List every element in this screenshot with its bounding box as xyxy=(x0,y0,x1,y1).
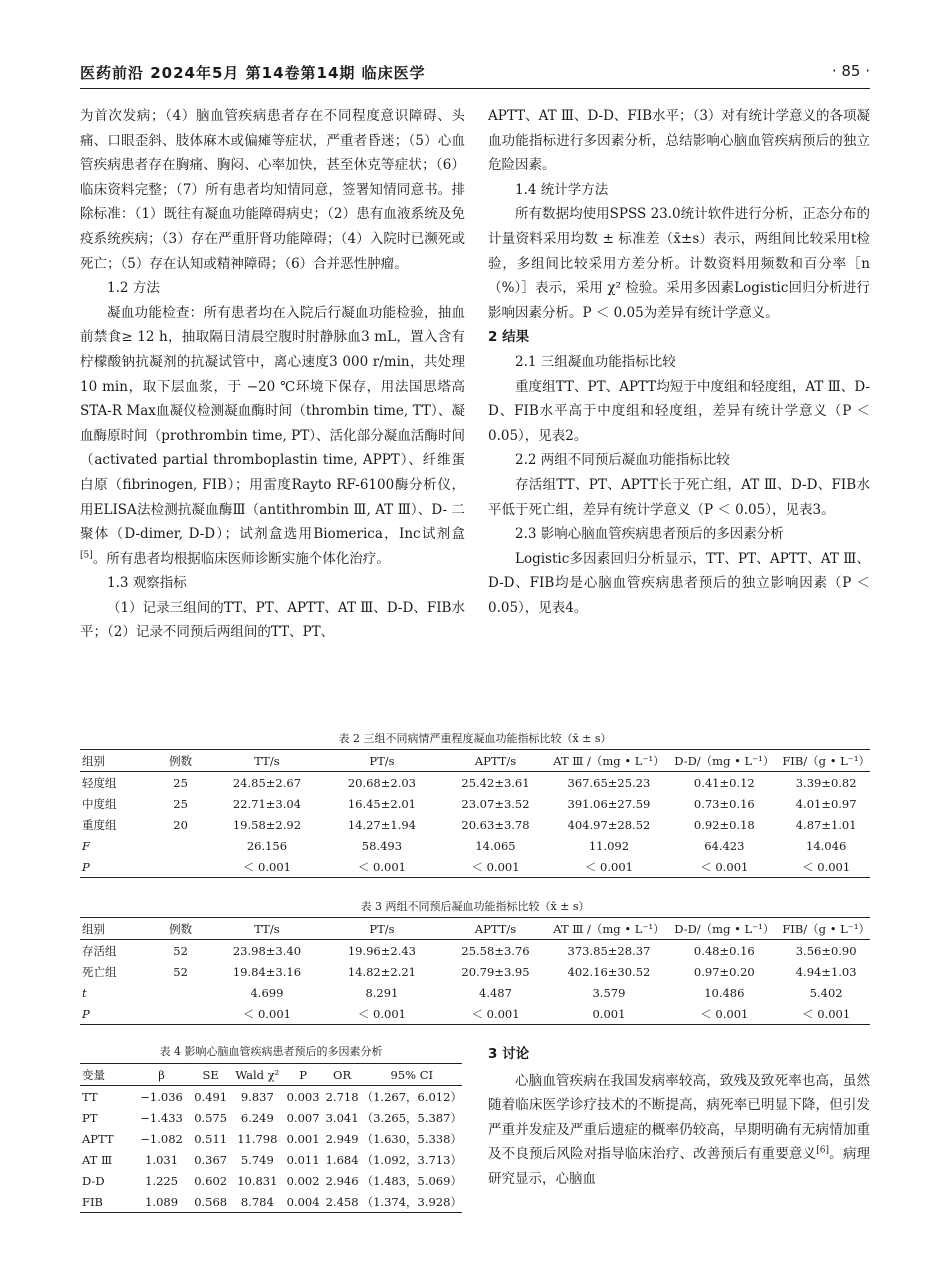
table-cell: 5.402 xyxy=(809,985,843,1000)
table-cell: 4.01±0.97 xyxy=(795,796,857,811)
running-header xyxy=(80,62,870,88)
table-cell: 1.089 xyxy=(145,1194,179,1209)
table-cell: 402.16±30.52 xyxy=(567,964,651,979)
paragraph xyxy=(488,375,870,449)
table-cell: （1.374，3.928） xyxy=(361,1194,462,1209)
paragraph xyxy=(488,473,870,522)
table-cell: 20 xyxy=(173,817,188,832)
table-cell: ＜ 0.001 xyxy=(802,859,851,874)
table-cell: ＜ 0.001 xyxy=(700,859,749,874)
discussion-tail: 。病理研究显示，心脑血 xyxy=(488,1146,871,1187)
table-cell: （1.630，5.338） xyxy=(361,1131,462,1146)
paragraph-text: 存活组TT、PT、APTT长于死亡组，AT Ⅲ、D-D、FIB水平低于死亡组，差异有统计学意义（P ＜ 0.05），见表3。 xyxy=(488,476,870,518)
table-cell: 中度组 xyxy=(82,796,117,811)
table-cell: 4.94±1.03 xyxy=(795,964,857,979)
table-cell: 8.291 xyxy=(365,985,399,1000)
table-cell: 20.68±2.03 xyxy=(347,775,416,790)
table-cell: 2.949 xyxy=(325,1131,359,1146)
table-cell: 52 xyxy=(173,964,188,979)
discussion-text: 心脑血管疾病在我国发病率较高，致残及致死率也高，虽然随着临床医学诊疗技术的不断提高，病死率已明显下降，但引发严重并发症及严重后遗症的概率仍较高，早期明确有无病情加重及不良预后风险对指导临床治疗、改善预后有重要意义 xyxy=(488,1072,870,1163)
table-cell: （1.092，3.713） xyxy=(361,1152,462,1167)
table-cell: 14.046 xyxy=(806,838,847,853)
column-header: SE xyxy=(190,1064,231,1086)
table-cell: D-D xyxy=(82,1173,105,1188)
column-header: β xyxy=(133,1064,191,1086)
table2-caption: 表 2 三组不同病情严重程度凝血功能指标比较（x̄ ± s） xyxy=(338,732,612,745)
table-cell: 4.87±1.01 xyxy=(795,817,857,832)
table-cell: t xyxy=(82,985,87,1000)
table-cell: 14.82±2.21 xyxy=(347,964,416,979)
table-cell xyxy=(152,1003,210,1025)
subsection-heading: 2.1 三组凝血功能指标比较 xyxy=(515,353,676,370)
column-header: FIB/（g • L⁻¹） xyxy=(782,750,870,772)
table-cell: 11.092 xyxy=(588,838,630,853)
table-cell: 14.27±1.94 xyxy=(347,817,416,832)
table-cell: （1.267，6.012） xyxy=(361,1089,462,1104)
column-header: 例数 xyxy=(152,918,210,940)
table-cell: 25.58±3.76 xyxy=(461,943,530,958)
table-cell: ＜ 0.001 xyxy=(357,1006,406,1021)
citation: [5] xyxy=(80,550,93,561)
paragraph xyxy=(80,301,465,572)
table-cell: 2.946 xyxy=(325,1173,359,1188)
discussion-heading: 3 讨论 xyxy=(488,1046,530,1062)
table-cell xyxy=(152,982,210,1003)
right-column xyxy=(488,104,870,620)
column-header: APTT/s xyxy=(439,918,551,940)
table-cell: 11.798 xyxy=(237,1131,278,1146)
table-cell: 25.42±3.61 xyxy=(461,775,530,790)
table-cell: 0.004 xyxy=(286,1194,320,1209)
table-cell: P xyxy=(82,859,90,874)
table-cell: 3.39±0.82 xyxy=(795,775,857,790)
table-cell: 0.41±0.12 xyxy=(693,775,755,790)
column-header: 例数 xyxy=(152,750,210,772)
table2 xyxy=(80,749,870,878)
column-header: OR xyxy=(323,1064,362,1086)
table-cell: AT Ⅲ xyxy=(82,1152,113,1167)
table-cell: 0.003 xyxy=(286,1089,320,1104)
page-number: · 85 · xyxy=(831,62,870,80)
column-header: TT/s xyxy=(209,750,324,772)
table-row xyxy=(80,1149,462,1170)
table-cell: （3.265，5.387） xyxy=(361,1110,462,1125)
table-cell: 4.699 xyxy=(250,985,284,1000)
table-cell: APTT xyxy=(82,1131,114,1146)
table-cell: 16.45±2.01 xyxy=(347,796,416,811)
table-cell: ＜ 0.001 xyxy=(471,1006,520,1021)
paragraph-text: 为首次发病；（4）脑血管疾病患者存在不同程度意识障碍、头痛、口眼歪斜、肢体麻木或偏瘫等症状，严重者昏迷；（5）心血管疾病患者存在胸痛、胸闷、心率加快，甚至休克等症状；（6）临床资料完整；（7）所有患者均知情同意，签署知情同意书。排除标准：（1）既往有凝血功能障碍病史；（2）患有血液系统及免疫系统疾病；（3）存在严重肝肾功能障碍；（4）入院时已濒死或死亡；（5）存在认知或精神障碍；（6）合并恶性肿瘤。 xyxy=(80,108,465,272)
table-cell: 23.07±3.52 xyxy=(461,796,530,811)
table-cell: 404.97±28.52 xyxy=(567,817,651,832)
table-cell: −1.082 xyxy=(140,1131,183,1146)
table-cell: 9.837 xyxy=(240,1089,274,1104)
table-cell: 14.065 xyxy=(475,838,516,853)
table-cell: 0.007 xyxy=(286,1110,320,1125)
table-cell xyxy=(152,835,210,856)
table-cell: ＜ 0.001 xyxy=(242,1006,291,1021)
table-cell: 0.97±0.20 xyxy=(693,964,755,979)
table-row xyxy=(80,1003,870,1025)
table-cell: 25 xyxy=(173,796,188,811)
table-row xyxy=(80,982,870,1003)
paragraph xyxy=(488,104,870,178)
subsection-heading: 2.2 两组不同预后凝血功能指标比较 xyxy=(515,452,730,469)
table-cell: 58.493 xyxy=(361,838,403,853)
column-header: TT/s xyxy=(209,918,324,940)
subsection-heading: 2.3 影响心脑血管疾病患者预后的多因素分析 xyxy=(515,526,784,543)
paragraph-text: 重度组TT、PT、APTT均短于中度组和轻度组，AT Ⅲ、D-D、FIB水平高于中度组和轻度组，差异有统计学意义（P ＜ 0.05），见表2。 xyxy=(488,378,870,444)
table-row xyxy=(80,940,870,962)
paragraph-text: 所有数据均使用SPSS 23.0统计软件进行分析，正态分布的计量资料采用均数 ± 标准差（x̄±s）表示，两组间比较采用t检验，多组间比较采用方差分析。计数资料用频数和百分率［n（%）］表示，采用 χ² 检验。采用多因素Logistic回归分析进行影响因素分析。P ＜ 0.05为差异有统计学意义。 xyxy=(488,206,870,321)
table-row xyxy=(80,835,870,856)
table-cell: 367.65±25.23 xyxy=(567,775,651,790)
table-cell: 2.718 xyxy=(325,1089,359,1104)
table-cell: 1.031 xyxy=(145,1152,179,1167)
table-cell: −1.433 xyxy=(140,1110,183,1125)
table-row xyxy=(80,1191,462,1213)
table3-caption: 表 3 两组不同预后凝血功能指标比较（x̄ ± s） xyxy=(360,900,590,913)
table-row xyxy=(80,814,870,835)
column-header: D-D/（mg • L⁻¹） xyxy=(666,750,782,772)
table-cell: ＜ 0.001 xyxy=(802,1006,851,1021)
table-cell: ＜ 0.001 xyxy=(584,859,633,874)
discussion-paragraph xyxy=(488,1069,870,1192)
table-cell: PT xyxy=(82,1110,98,1125)
table-row xyxy=(80,772,870,794)
table-cell: 0.002 xyxy=(286,1173,320,1188)
table-cell xyxy=(152,856,210,878)
paragraph-tail: 。所有患者均根据临床医师诊断实施个体化治疗。 xyxy=(92,550,390,567)
table-cell: 10.486 xyxy=(704,985,745,1000)
table-cell: 20.79±3.95 xyxy=(461,964,530,979)
subsection-heading: 1.3 观察指标 xyxy=(107,575,187,592)
table-cell: FIB xyxy=(82,1194,103,1209)
table-cell: 3.579 xyxy=(592,985,626,1000)
table-cell: 64.423 xyxy=(704,838,745,853)
paragraph xyxy=(488,547,870,621)
table-cell: 1.225 xyxy=(145,1173,179,1188)
table-cell: 0.001 xyxy=(286,1131,320,1146)
column-header: Wald χ² xyxy=(231,1064,284,1086)
table-cell: 0.92±0.18 xyxy=(693,817,755,832)
table-cell: 0.575 xyxy=(194,1110,228,1125)
table-header-row xyxy=(80,918,870,940)
table-cell: 22.71±3.04 xyxy=(232,796,302,811)
column-header: APTT/s xyxy=(439,750,551,772)
table-cell: 391.06±27.59 xyxy=(567,796,651,811)
table-cell: 存活组 xyxy=(82,943,117,958)
table-cell: 23.98±3.40 xyxy=(232,943,302,958)
paragraph xyxy=(80,596,465,645)
discussion-section xyxy=(488,1042,870,1192)
column-header: AT Ⅲ /（mg • L⁻¹） xyxy=(552,918,667,940)
column-header: 组别 xyxy=(80,750,152,772)
table-cell: 52 xyxy=(173,943,188,958)
table-row xyxy=(80,1170,462,1191)
paragraph-text: APTT、AT Ⅲ、D-D、FIB水平；（3）对有统计学意义的各项凝血功能指标进行多因素分析，总结影响心脑血管疾病预后的独立危险因素。 xyxy=(488,108,870,174)
subsection-heading: 1.2 方法 xyxy=(107,280,160,297)
column-header: 95% CI xyxy=(362,1064,462,1086)
table-cell: ＜ 0.001 xyxy=(700,1006,749,1021)
paragraph-text: （1）记录三组间的TT、PT、APTT、AT Ⅲ、D-D、FIB水平；（2）记录不同预后两组间的TT、PT、 xyxy=(80,599,465,641)
table-cell: 轻度组 xyxy=(82,775,117,790)
table-cell: 4.487 xyxy=(479,985,512,1000)
table-cell: 19.84±3.16 xyxy=(232,964,302,979)
citation: [6] xyxy=(816,1145,829,1156)
table-cell: 20.63±3.78 xyxy=(461,817,530,832)
column-header: 变量 xyxy=(80,1064,133,1086)
table4 xyxy=(80,1063,462,1213)
table-cell: −1.036 xyxy=(140,1089,183,1104)
subsection-heading: 1.4 统计学方法 xyxy=(515,181,609,198)
table-cell: ＜ 0.001 xyxy=(471,859,520,874)
table-cell: TT xyxy=(82,1089,98,1104)
table-row xyxy=(80,793,870,814)
table-cell: 26.156 xyxy=(246,838,288,853)
table-cell: 0.568 xyxy=(194,1194,228,1209)
table-cell: 0.491 xyxy=(194,1089,228,1104)
table-cell: 0.48±0.16 xyxy=(693,943,755,958)
paragraph-text: 凝血功能检查：所有患者均在入院后行凝血功能检验，抽血前禁食≥ 12 h，抽取隔日清晨空腹时肘静脉血3 mL，置入含有柠檬酸钠抗凝剂的抗凝试管中，离心速度3 000 r/min，共处理10 min，取下层血浆，于 −20 ℃环境下保存，用法国思塔高STA-R Max血凝仪检测凝血酶时间（thrombin time, TT）、凝血酶原时间（prothrombin time, PT）、活化部分凝血活酶时间（activated partial thromboplastin time, APPT）、纤维蛋白原（fibrinogen, FIB）；用雷度Rayto RF-6100酶分析仪，用ELISA法检测抗凝血酶Ⅲ（antithrombin Ⅲ, AT Ⅲ）、D- 二聚体（D-dimer, D-D）；试剂盒选用Biomerica，Inc试剂盒 xyxy=(80,304,465,543)
table-cell: 24.85±2.67 xyxy=(232,775,302,790)
column-header: FIB/（g • L⁻¹） xyxy=(782,918,870,940)
table-row xyxy=(80,1128,462,1149)
table-cell: 2.458 xyxy=(325,1194,359,1209)
table-cell: 10.831 xyxy=(237,1173,278,1188)
table-cell: 3.041 xyxy=(325,1110,359,1125)
table-cell: ＜ 0.001 xyxy=(357,859,406,874)
column-header: 组别 xyxy=(80,918,152,940)
header-rule xyxy=(80,88,870,89)
column-header: P xyxy=(284,1064,323,1086)
table-cell: 25 xyxy=(173,775,188,790)
journal-info: 医药前沿 2024年5月 第14卷第14期 临床医学 xyxy=(80,64,426,82)
column-header: PT/s xyxy=(324,918,439,940)
table-cell: 0.367 xyxy=(194,1152,228,1167)
paragraph xyxy=(488,202,870,325)
table-cell: 重度组 xyxy=(82,817,117,832)
table-cell: 0.001 xyxy=(592,1006,626,1021)
table-cell: 1.684 xyxy=(325,1152,359,1167)
table-row xyxy=(80,1107,462,1128)
table-cell: 死亡组 xyxy=(82,964,117,979)
table-cell: 5.749 xyxy=(240,1152,274,1167)
table-cell: 0.73±0.16 xyxy=(693,796,755,811)
table-header-row xyxy=(80,750,870,772)
table-cell: 3.56±0.90 xyxy=(795,943,857,958)
table-row xyxy=(80,856,870,878)
section-heading: 2 结果 xyxy=(488,329,530,346)
table-cell: 6.249 xyxy=(240,1110,274,1125)
paragraph xyxy=(80,104,465,276)
table-row xyxy=(80,961,870,982)
left-column xyxy=(80,104,465,645)
table-cell: P xyxy=(82,1006,90,1021)
table-cell: 0.511 xyxy=(194,1131,228,1146)
table4-caption: 表 4 影响心脑血管疾病患者预后的多因素分析 xyxy=(159,1045,383,1058)
table-row xyxy=(80,1086,462,1108)
table-cell: ＜ 0.001 xyxy=(242,859,291,874)
table-cell: 8.784 xyxy=(240,1194,274,1209)
column-header: D-D/（mg • L⁻¹） xyxy=(666,918,782,940)
column-header: PT/s xyxy=(324,750,439,772)
table-cell: 0.011 xyxy=(286,1152,320,1167)
table-cell: （1.483，5.069） xyxy=(361,1173,462,1188)
paragraph-text: Logistic多因素回归分析显示，TT、PT、APTT、AT Ⅲ、D-D、FIB均是心脑血管疾病患者预后的独立影响因素（P ＜ 0.05），见表4。 xyxy=(488,550,870,616)
table-cell: 19.58±2.92 xyxy=(232,817,302,832)
table-header-row xyxy=(80,1064,462,1086)
table-cell: 373.85±28.37 xyxy=(567,943,651,958)
column-header: AT Ⅲ /（mg • L⁻¹） xyxy=(552,750,667,772)
table-cell: 0.602 xyxy=(194,1173,228,1188)
table3 xyxy=(80,917,870,1025)
table-cell: 19.96±2.43 xyxy=(347,943,416,958)
table-cell: F xyxy=(82,838,90,853)
